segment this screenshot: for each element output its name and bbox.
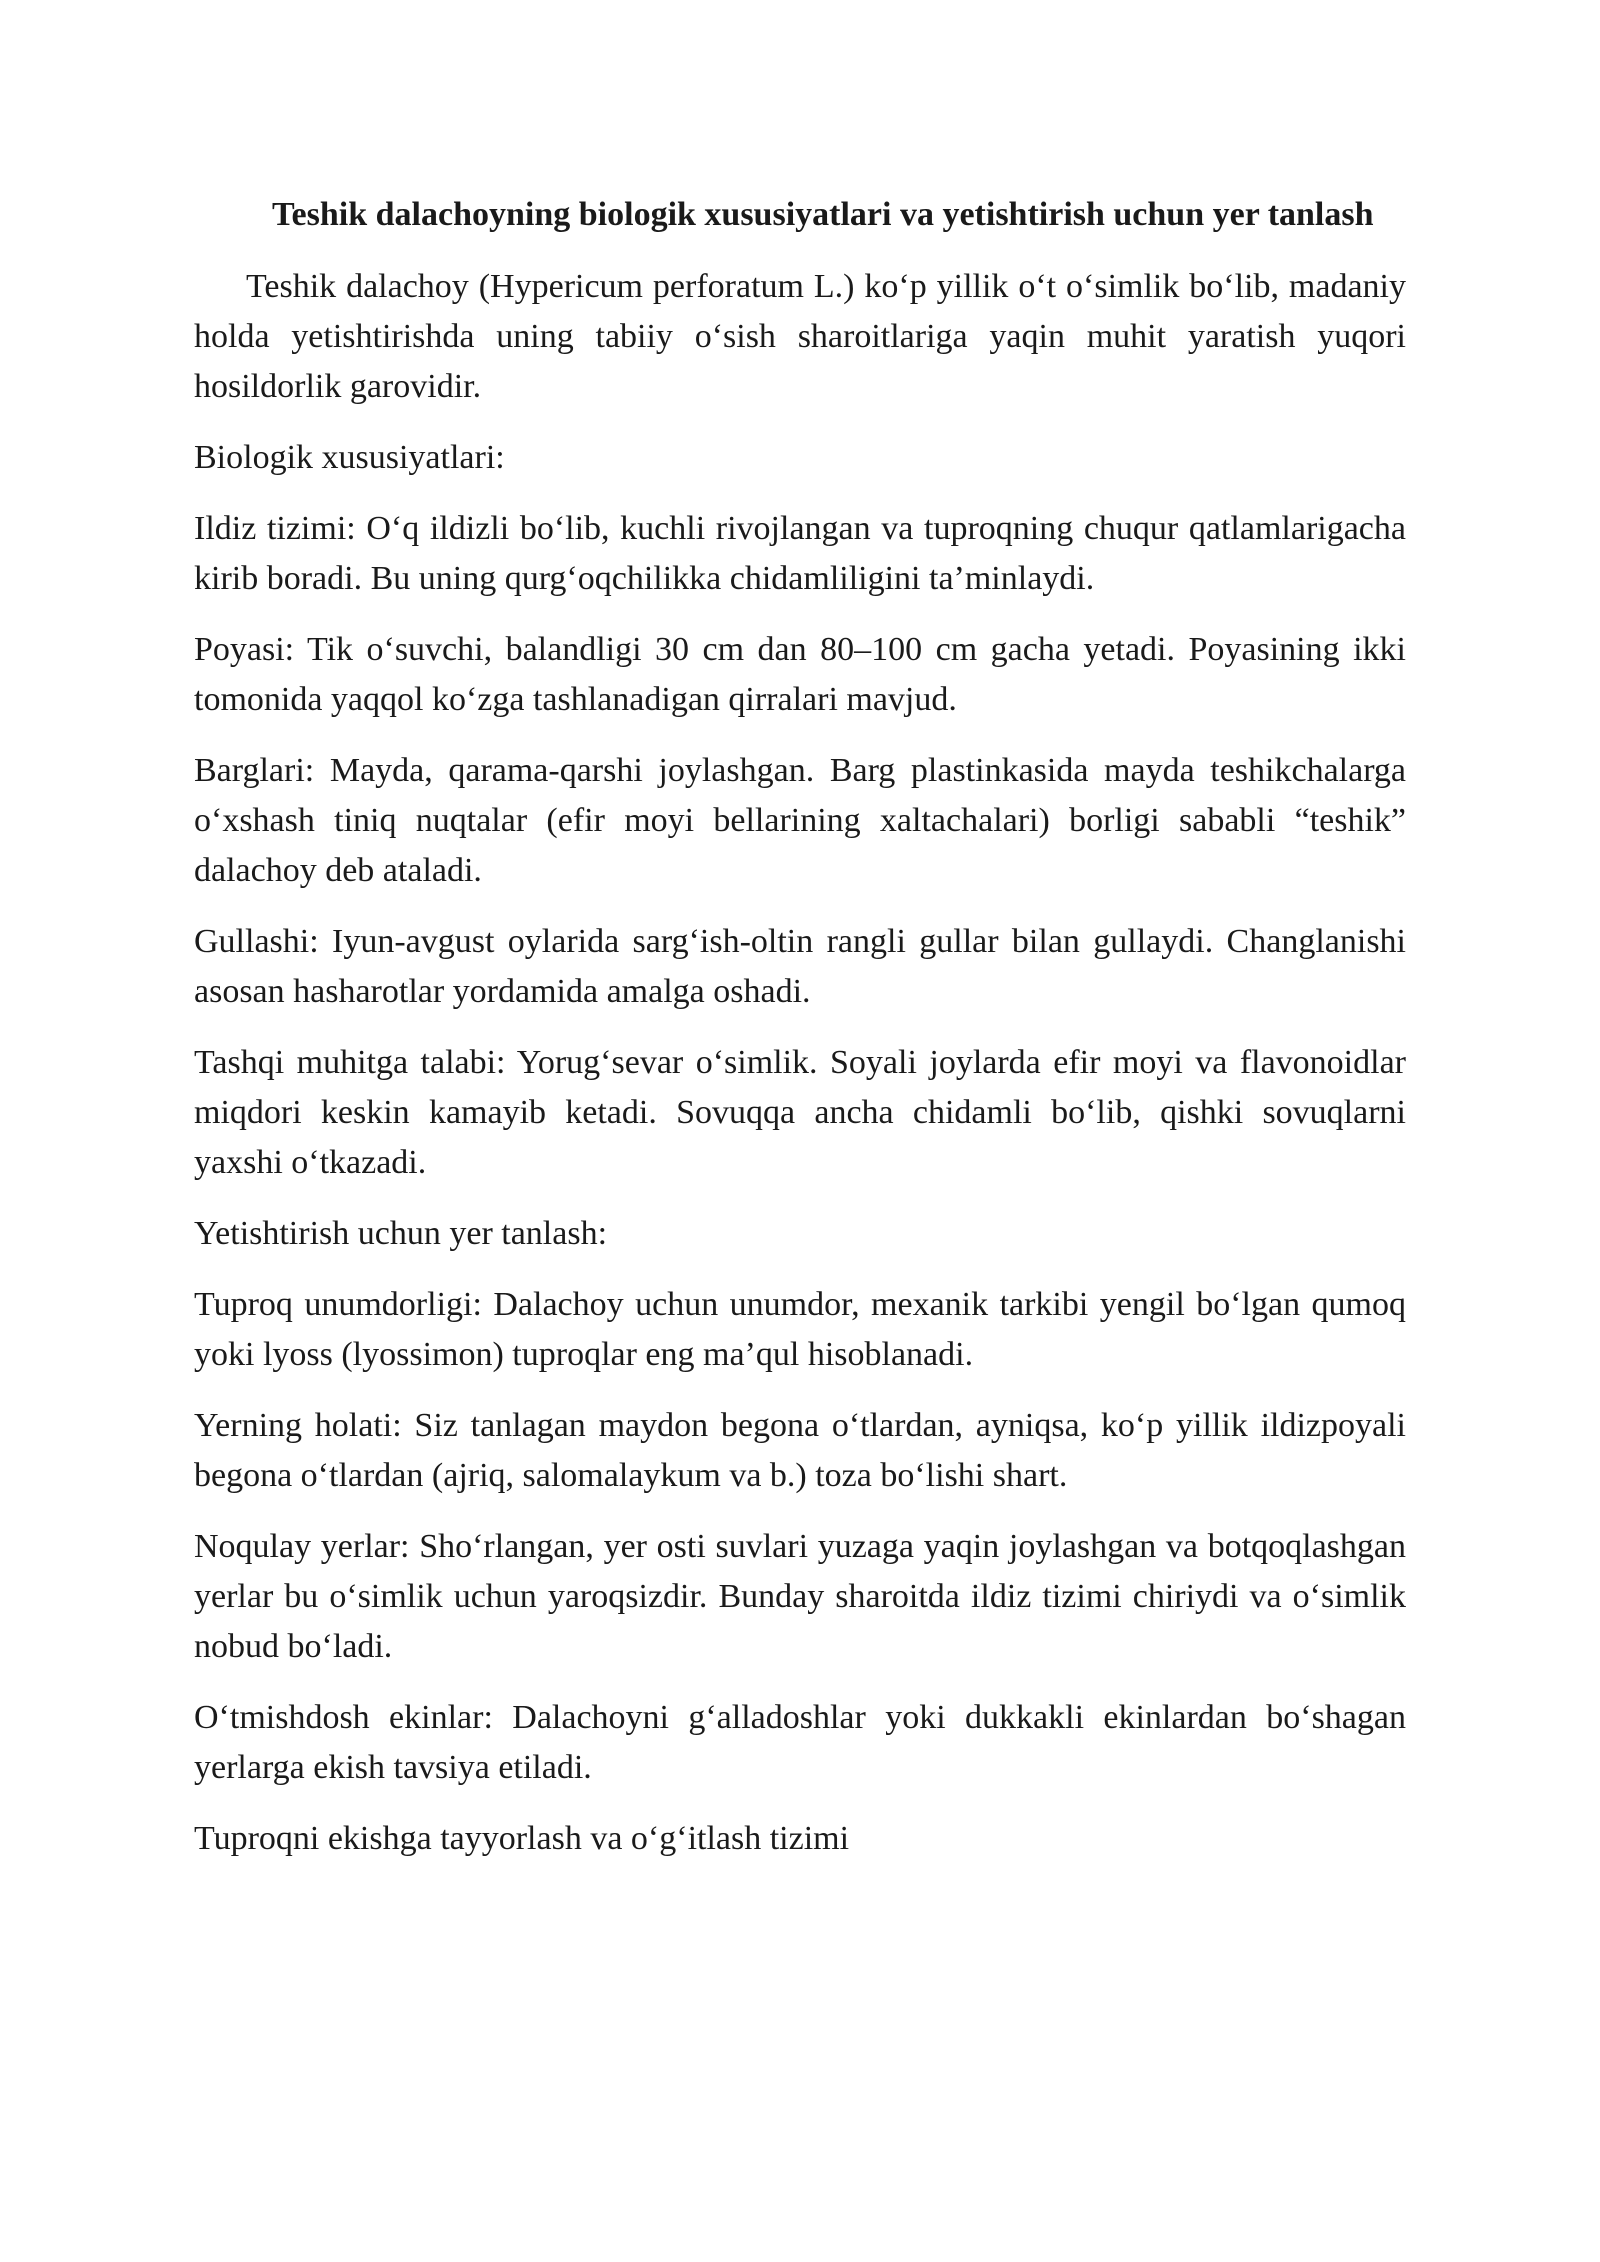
site-field-condition: Yerning holati: Siz tanlagan maydon begona o‘tlardan, ayniqsa, ko‘p yillik ildizpoyali begona o‘tlardan (ajriq, salomalaykum va b.) toza bo‘lishi shart. — [194, 1407, 1406, 1494]
intro-paragraph: Teshik dalachoy (Hypericum perforatum L.) ko‘p yillik o‘t o‘simlik bo‘lib, madaniy holda yetishtirishda uning tabiiy o‘sish sharoitlariga yaqin muhit yaratish yuqori hosildorlik garovidir. — [194, 268, 1406, 405]
biology-leaves: Barglari: Mayda, qarama-qarshi joylashgan. Barg plastinkasida mayda teshikchalarga o‘xshash tiniq nuqtalar (efir moyi bellarining xaltachalari) borligi sababli “teshik” dalachoy deb ataladi. — [194, 752, 1406, 889]
biology-heading: Biologik xususiyatlari: — [194, 439, 505, 476]
closing-heading: Tuproqni ekishga tayyorlash va o‘g‘itlash tizimi — [194, 1820, 850, 1857]
site-soil-fertility: Tuproq unumdorligi: Dalachoy uchun unumdor, mexanik tarkibi yengil bo‘lgan qumoq yoki lyoss (lyossimon) tuproqlar eng ma’qul hisoblanadi. — [194, 1286, 1406, 1373]
site-previous-crops: O‘tmishdosh ekinlar: Dalachoyni g‘alladoshlar yoki dukkakli ekinlardan bo‘shagan yerlarga ekish tavsiya etiladi. — [194, 1699, 1406, 1786]
biology-environment: Tashqi muhitga talabi: Yorug‘sevar o‘simlik. Soyali joylarda efir moyi va flavonoidlar miqdori keskin kamayib ketadi. Sovuqqa ancha chidamli bo‘lib, qishki sovuqlarni yaxshi o‘tkazadi. — [194, 1044, 1406, 1181]
biology-stem: Poyasi: Tik o‘suvchi, balandligi 30 cm dan 80–100 cm gacha yetadi. Poyasining ikki tomonida yaqqol ko‘zga tashlanadigan qirralari mavjud. — [194, 631, 1406, 718]
site-selection-heading: Yetishtirish uchun yer tanlash: — [194, 1215, 608, 1252]
site-unsuitable-land: Noqulay yerlar: Sho‘rlangan, yer osti suvlari yuzaga yaqin joylashgan va botqoqlashgan yerlar bu o‘simlik uchun yaroqsizdir. Bunday sharoitda ildiz tizimi chiriydi va o‘simlik nobud bo‘ladi. — [194, 1528, 1406, 1665]
document-title: Teshik dalachoyning biologik xususiyatlari va yetishtirish uchun yer tanlash — [272, 196, 1374, 233]
document-page — [194, 190, 1406, 1885]
biology-flowering: Gullashi: Iyun-avgust oylarida sarg‘ish-oltin rangli gullar bilan gullaydi. Changlanishi asosan hasharotlar yordamida amalga oshadi. — [194, 923, 1406, 1010]
biology-root-system: Ildiz tizimi: O‘q ildizli bo‘lib, kuchli rivojlangan va tuproqning chuqur qatlamlarigacha kirib boradi. Bu uning qurg‘oqchilikka chidamliligini ta’minlaydi. — [194, 510, 1406, 597]
